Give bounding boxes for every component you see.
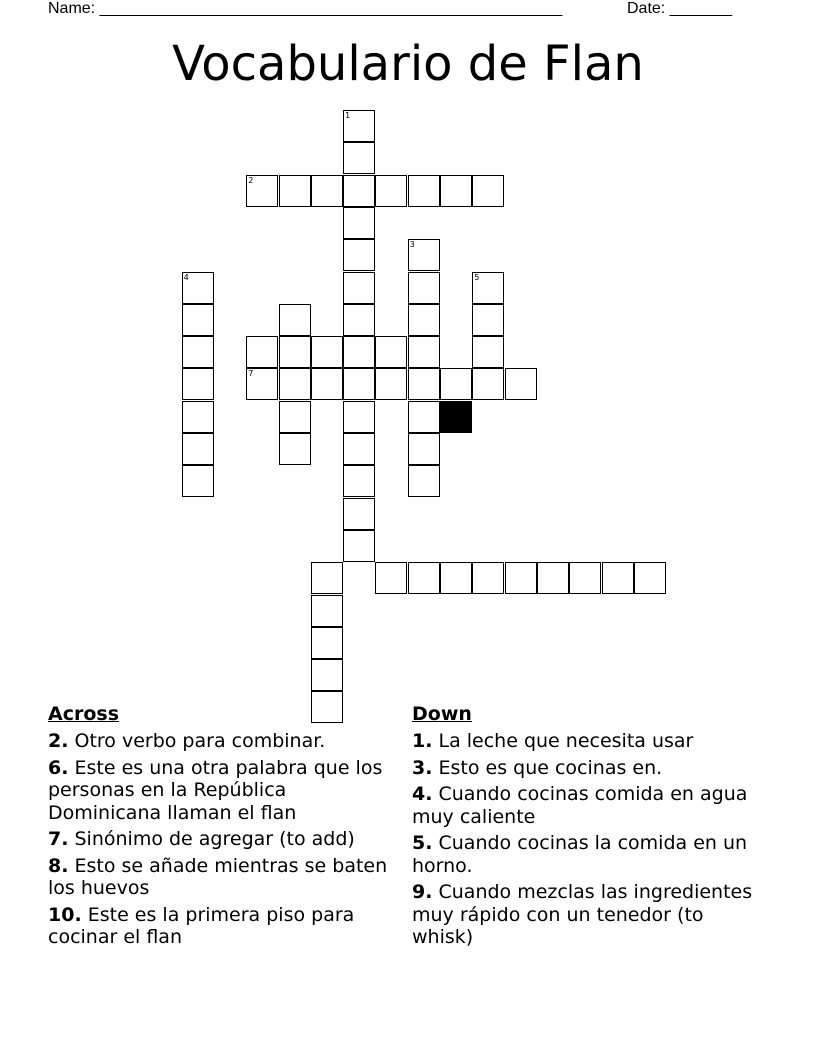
clue-number: 9. <box>412 881 433 903</box>
grid-cell[interactable] <box>343 175 375 207</box>
clue-text: Esto se añade mientras se baten los huevos <box>48 854 388 899</box>
grid-cell[interactable] <box>408 304 440 336</box>
grid-cell[interactable] <box>472 175 504 207</box>
grid-cell[interactable] <box>246 368 278 400</box>
grid-cell[interactable] <box>279 401 311 433</box>
grid-cell[interactable] <box>343 110 375 142</box>
grid-cell[interactable] <box>537 562 569 594</box>
grid-cell[interactable] <box>440 175 472 207</box>
grid-cell[interactable] <box>343 465 375 497</box>
clue-across-6 <box>48 757 388 825</box>
grid-cell[interactable] <box>408 465 440 497</box>
grid-cell[interactable] <box>343 530 375 562</box>
clue-text: Este es la primera piso para cocinar el flan <box>48 903 355 948</box>
grid-cell[interactable] <box>505 562 537 594</box>
grid-cell[interactable] <box>472 368 504 400</box>
clue-number: 7. <box>48 828 69 850</box>
grid-cell[interactable] <box>440 368 472 400</box>
grid-cell[interactable] <box>182 272 214 304</box>
grid-cell[interactable] <box>279 304 311 336</box>
grid-cell[interactable] <box>569 562 601 594</box>
grid-cell[interactable] <box>182 304 214 336</box>
grid-cell[interactable] <box>343 498 375 530</box>
grid-cell[interactable] <box>343 207 375 239</box>
clue-number: 5. <box>412 832 433 854</box>
grid-cell[interactable] <box>182 401 214 433</box>
grid-cell[interactable] <box>375 368 407 400</box>
grid-cell[interactable] <box>408 401 440 433</box>
grid-cell[interactable] <box>472 562 504 594</box>
grid-cell[interactable] <box>182 368 214 400</box>
grid-cell[interactable] <box>505 368 537 400</box>
grid-cell[interactable] <box>408 239 440 271</box>
clue-number: 4. <box>412 783 433 805</box>
grid-cell[interactable] <box>279 368 311 400</box>
grid-cell[interactable] <box>182 336 214 368</box>
clue-down-1 <box>412 730 762 753</box>
grid-cell[interactable] <box>279 336 311 368</box>
grid-cell[interactable] <box>375 562 407 594</box>
clue-text: Este es una otra palabra que los personas en la República Dominicana llaman el flan <box>48 756 383 824</box>
grid-cell[interactable] <box>408 272 440 304</box>
across-clues <box>48 702 388 953</box>
grid-block-cell <box>440 401 472 433</box>
grid-cell[interactable] <box>311 368 343 400</box>
clue-number: 2. <box>48 730 69 752</box>
clue-number: 10. <box>48 903 82 926</box>
clue-number-label: 1 <box>345 111 351 120</box>
clue-down-5 <box>412 832 762 877</box>
grid-cell[interactable] <box>408 336 440 368</box>
clue-text: Otro verbo para combinar. <box>74 730 326 752</box>
grid-cell[interactable] <box>440 562 472 594</box>
clue-number-label: 4 <box>183 272 189 282</box>
grid-cell[interactable] <box>343 272 375 304</box>
grid-cell[interactable] <box>182 465 214 497</box>
clue-number: 6. <box>48 756 69 779</box>
grid-cell[interactable] <box>279 175 311 207</box>
clue-text: Sinónimo de agregar (to add) <box>74 828 355 850</box>
down-heading: Down <box>412 703 472 725</box>
clue-number-label: 7 <box>248 369 254 379</box>
across-heading: Across <box>48 703 120 725</box>
clue-number-label: 2 <box>248 175 254 185</box>
grid-cell[interactable] <box>311 595 343 627</box>
clue-number-label: 3 <box>409 240 415 250</box>
grid-cell[interactable] <box>343 368 375 400</box>
grid-cell[interactable] <box>311 627 343 659</box>
grid-cell[interactable] <box>602 562 634 594</box>
clue-number: 3. <box>412 756 433 779</box>
grid-cell[interactable] <box>343 433 375 465</box>
clue-number-label: 5 <box>474 272 480 282</box>
grid-cell[interactable] <box>311 175 343 207</box>
clue-text: Cuando cocinas comida en agua muy caliente <box>412 783 748 828</box>
grid-cell[interactable] <box>408 562 440 594</box>
grid-cell[interactable] <box>246 175 278 207</box>
clue-down-9 <box>412 881 762 949</box>
clue-down-3 <box>412 757 762 780</box>
grid-cell[interactable] <box>472 336 504 368</box>
clue-text: Cuando cocinas la comida en un horno. <box>412 832 748 877</box>
clue-text: Esto es que cocinas en. <box>438 756 663 779</box>
grid-cell[interactable] <box>343 336 375 368</box>
grid-cell[interactable] <box>311 659 343 691</box>
grid-cell[interactable] <box>343 401 375 433</box>
page-title: Vocabulario de Flan <box>172 36 644 92</box>
clue-across-2 <box>48 730 388 753</box>
grid-cell[interactable] <box>311 562 343 594</box>
grid-cell[interactable] <box>343 239 375 271</box>
grid-cell[interactable] <box>472 272 504 304</box>
clue-number: 8. <box>48 854 69 877</box>
date-field-label: Date: _______ <box>627 0 732 17</box>
grid-cell[interactable] <box>472 304 504 336</box>
clue-across-7 <box>48 828 388 851</box>
clue-across-10 <box>48 904 388 949</box>
down-clues <box>412 702 762 953</box>
clue-number: 1. <box>412 730 433 752</box>
grid-cell[interactable] <box>408 175 440 207</box>
clue-text: La leche que necesita usar <box>438 730 694 752</box>
grid-cell[interactable] <box>279 433 311 465</box>
grid-cell[interactable] <box>182 433 214 465</box>
grid-cell[interactable] <box>408 433 440 465</box>
clue-down-4 <box>412 783 762 828</box>
grid-cell[interactable] <box>343 304 375 336</box>
grid-cell[interactable] <box>246 336 278 368</box>
grid-cell[interactable] <box>343 142 375 174</box>
clue-across-8 <box>48 855 388 900</box>
grid-cell[interactable] <box>634 562 666 594</box>
name-field-label: Name: ____________________________________________________ <box>48 0 563 17</box>
clue-text: Cuando mezclas las ingredientes muy rápido con un tenedor (to whisk) <box>412 881 753 948</box>
grid-cell[interactable] <box>375 336 407 368</box>
grid-cell[interactable] <box>375 175 407 207</box>
grid-cell[interactable] <box>311 336 343 368</box>
grid-cell[interactable] <box>408 368 440 400</box>
